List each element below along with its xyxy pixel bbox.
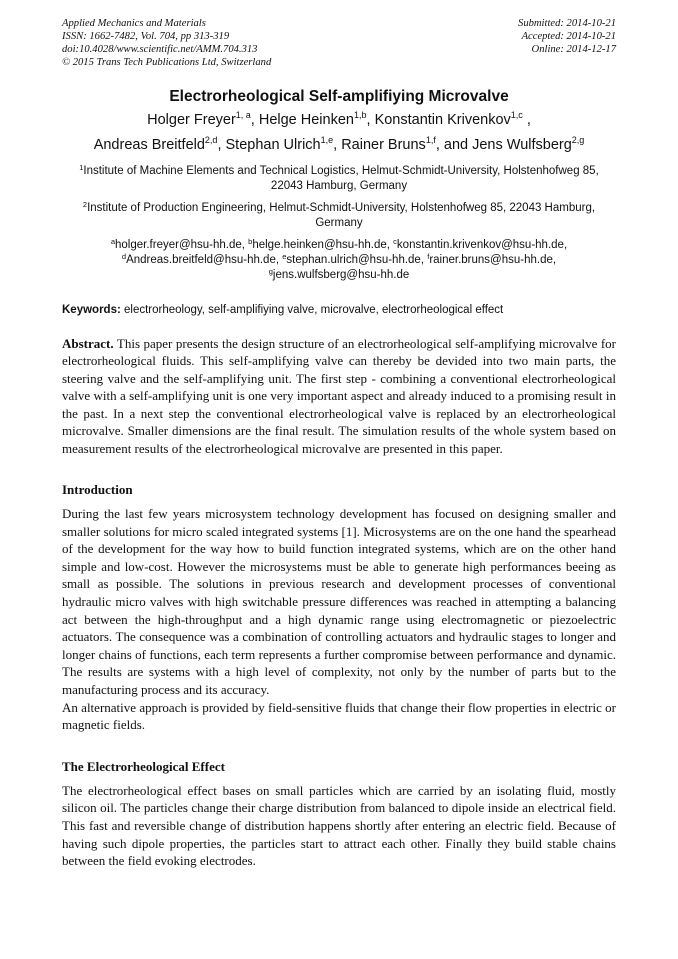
email-line-3: $^g$jens.wulfsberg@hsu-hh.de — [268, 267, 410, 282]
abstract-label: Abstract. — [62, 335, 114, 351]
author-line-1: Holger Freyer$^{1, a}$, Helge Heinken$^{1,b}$, Konstantin Krivenkov$^{1,c}$ , — [147, 110, 531, 128]
keywords-text: electrorheology, self-amplifiying valve, microvalve, electrorheological effect — [124, 303, 504, 316]
journal-doi: doi:10.4028/www.scientific.net/AMM.704.313 — [62, 44, 258, 55]
submitted-date: Submitted: 2014-10-21 — [518, 18, 616, 29]
journal-name: Applied Mechanics and Materials — [62, 18, 206, 29]
abstract-text: This paper presents the design structure of an electrorheological self-amplifying microvalve for electrorheological fluids. This self-amplifying valve can thereby be devided into two main parts, the steering valve and the self-amplifying unit. The first step - combining a conventional electrorheological valve with a self-amplifying unit is one very important aspect and already induced to a promising result in the past. In a next step the conventional electrorheological valve is replaced by an electrorheological microvalve. Smaller dimensions are the final result. The simulation results of the whole system based on measurement results of the electrorheological microvalve are presented in this paper. — [62, 335, 616, 456]
email-line-2: $^d$Andreas.breitfeld@hsu-hh.de, $^e$stephan.ulrich@hsu-hh.de, $^f$rainer.bruns@hsu-hh.de, — [121, 252, 557, 267]
affiliation-2: $^2$Institute of Production Engineering, Helmut-Schmidt-University, Holstenhofweg 85, 22043 Hamburg, Germany — [82, 200, 596, 229]
journal-info — [62, 17, 271, 69]
keywords-label: Keywords: — [62, 303, 121, 316]
introduction-paragraph-2: An alternative approach is provided by field-sensitive fluids that change their flow properties in electric or magnetic fields. — [62, 699, 616, 733]
page-header — [62, 17, 616, 69]
electrorheological-effect-heading: The Electrorheological Effect — [62, 758, 225, 774]
author-emails — [62, 238, 616, 284]
section-electrorheological-effect — [62, 759, 616, 870]
submission-dates — [518, 17, 616, 69]
electrorheological-effect-paragraph: The electrorheological effect bases on small particles which are carried by an isolating fluid, mostly silicon oil. The particles change their charge distribution from balanced to dipole inside an electrical field. This fast and reversible change of distribution happens shortly after entering an electric field. Because of having such dipole properties, the particles start to attract each other. Finally they build stable chains between the field evoking electrodes. — [62, 782, 616, 869]
journal-issn-volume: ISSN: 1662-7482, Vol. 704, pp 313-319 — [62, 31, 230, 42]
author-line-2: Andreas Breitfeld$^{2,d}$, Stephan Ulrich$^{1,e}$, Rainer Bruns$^{1,f}$, and Jens Wulfsberg$^{2,g}$ — [93, 135, 585, 153]
keywords-line — [62, 303, 616, 317]
journal-copyright: © 2015 Trans Tech Publications Ltd, Switzerland — [62, 57, 272, 68]
paper-title: Electrorheological Self-amplifiying Microvalve — [169, 88, 509, 105]
abstract-paragraph — [62, 335, 616, 458]
email-line-1: $^a$holger.freyer@hsu-hh.de, $^b$helge.heinken@hsu-hh.de, $^c$konstantin.krivenkov@hsu-hh.de, — [110, 237, 568, 251]
section-introduction — [62, 482, 616, 734]
introduction-paragraph-1: During the last few years microsystem technology development has focused on designing smaller and smaller solutions for micro scaled integrated systems [1]. Microsystems are on the one hand the spearhead of the development for the way how to build function integrated systems, which are on the other hand simple and low-cost. However the microsystems must be able to generate high performances beeing as small as possible. The solutions in previous research and development processes of conventional hydraulic micro valves with high switchable pressure differences was reached in attempting a balancing act between the high-throughput and a high dynamic range using electromagnetic or piezoelectric actuators. The consequence was a combination of controlling actuators and hydraulic stages to longer and longer chains of functions, each term represents a further compromise between performance and dynamic. The results are systems with a high level of complexity, not only by the number of parts but to the manufacturing process and its accuracy. — [62, 506, 616, 698]
online-date: Online: 2014-12-17 — [531, 44, 616, 55]
introduction-heading: Introduction — [62, 482, 133, 498]
accepted-date: Accepted: 2014-10-21 — [521, 31, 616, 42]
affiliation-1: $^1$Institute of Machine Elements and Technical Logistics, Helmut-Schmidt-University, Holstenhofweg 85, 22043 Hamburg, Germany — [79, 163, 599, 192]
